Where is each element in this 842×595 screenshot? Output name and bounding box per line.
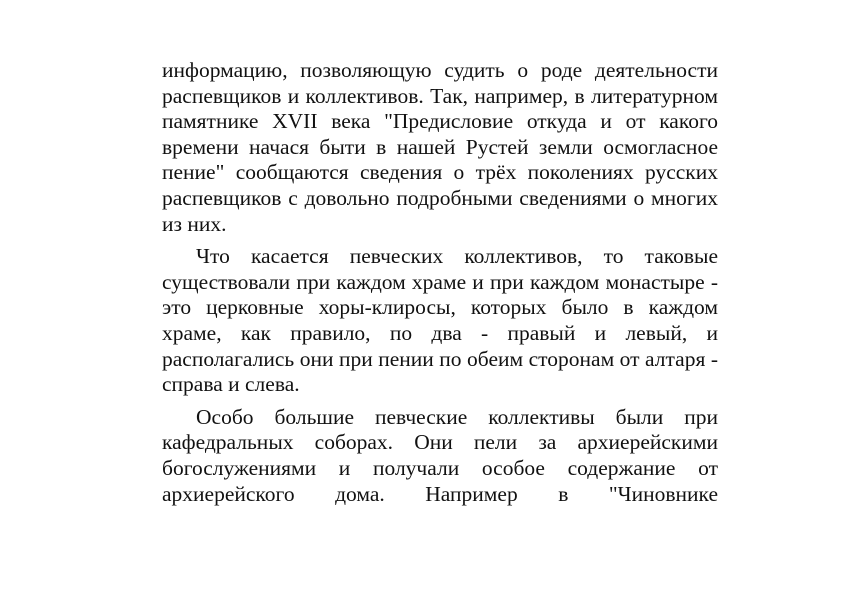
paragraph-3: Особо большие певческие коллективы были при кафедральных соборах. Они пели за архиерейскими богослужениями и получали особое содержание от архиерейского дома. Например в "Чиновнике bbox=[162, 404, 718, 506]
paragraph-1: информацию, позволяющую судить о роде деятельности распевщиков и коллективов. Так, например, в литературном памятнике XVII века "Предисловие откуда и от какого времени начася быти в нашей Рустей земли осмогласное пение" сообщаются сведения о трёх поколениях русских распевщиков с довольно подробными сведениями о многих из них. bbox=[162, 58, 718, 236]
document-text bbox=[162, 58, 718, 507]
paragraph-2: Что касается певческих коллективов, то таковые существовали при каждом храме и при каждом монастыре - это церковные хоры-клиросы, которых было в каждом храме, как правило, по два - правый и левый, и располагались они при пении по обеим сторонам от алтаря - справа и слева. bbox=[162, 244, 718, 397]
